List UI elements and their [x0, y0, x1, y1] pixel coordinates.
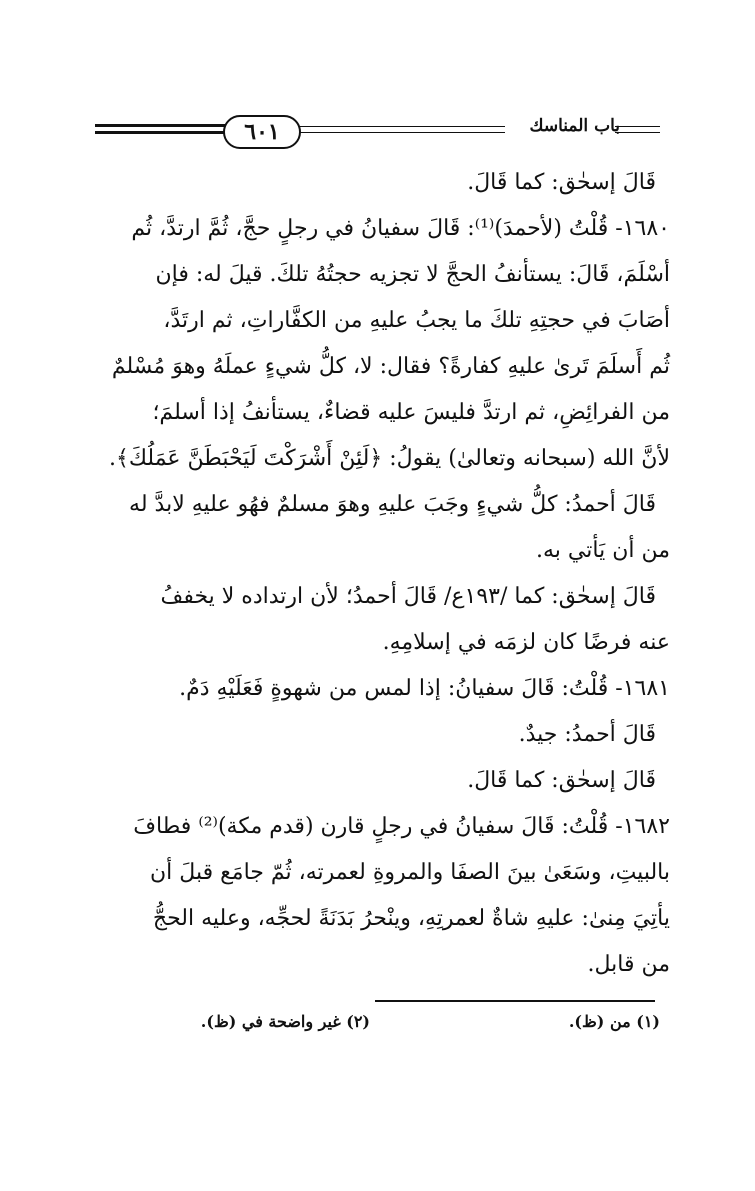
header-rule-right [615, 126, 660, 127]
footnote-1: (١) من (ظ). [568, 1012, 660, 1031]
text-line-12: ١٦٨١- قُلْتُ: قَالَ سفيانُ: إذا لمس من شهوةٍ فَعَلَيْهِ دَمٌ. [179, 676, 670, 701]
main-text [82, 160, 670, 988]
header-rule-left [95, 124, 230, 127]
text-line-10: قَالَ إسحٰق: كما /١٩٣ع/ قَالَ أحمدُ؛ لأن ارتداده لا يخففُ [160, 584, 656, 609]
text-line-9: من أن يَأتي به. [536, 538, 670, 563]
text-line-7: لأنَّ الله (سبحانه وتعالىٰ) يقولُ: ﴿لَئِنْ أَشْرَكْتَ لَيَحْبَطَنَّ عَمَلُكَ﴾. [109, 446, 670, 471]
page-header [95, 110, 660, 150]
text-line-15: ١٦٨٢- قُلْتُ: قَالَ سفيانُ في رجلٍ قارن (قدم مكة)⁽²⁾ فطافَ [133, 814, 670, 839]
text-line-5: ثُم أَسلَمَ تَرىٰ عليهِ كفارةً؟ فقال: لا، كلُّ شيءٍ عملَهُ وهوَ مُسْلمٌ [111, 354, 670, 379]
text-line-17: يأتِيَ مِنىٰ: عليهِ شاةٌ لعمرتِهِ، وينْحرُ بَدَنَةً لحجِّه، وعليه الحجُّ [152, 906, 670, 931]
footnote-rule [375, 1000, 655, 1002]
text-line-11: عنه فرضًا كان لزمَه في إسلامِهِ. [382, 630, 670, 655]
header-rule-right-lower [615, 132, 660, 133]
chapter-title: باب المناسك [529, 116, 620, 136]
text-line-13: قَالَ أحمدُ: جيدٌ. [518, 722, 656, 747]
text-line-4: أصَابَ في حجتِهِ تلكَ ما يجبُ عليهِ من الكفَّاراتِ، ثم ارتَدَّ، [163, 308, 670, 333]
text-line-2: ١٦٨٠- قُلْتُ (لأحمدَ)⁽¹⁾: قَالَ سفيانُ في رجلٍ حجَّ، ثُمَّ ارتدَّ، ثُم [131, 216, 670, 241]
text-line-6: من الفرائِضِ، ثم ارتدَّ فليسَ عليه قضاءٌ، يستأنفُ إذا أسلمَ؛ [152, 400, 670, 425]
header-rule-left-lower [95, 131, 230, 134]
footnote-2: (٢) غير واضحة في (ظ). [200, 1012, 370, 1031]
text-line-8: قَالَ أحمدُ: كلُّ شيءٍ وجَبَ عليهِ وهوَ مسلمٌ فهُو عليهِ لابدَّ له [129, 492, 656, 517]
header-rule-middle [295, 126, 505, 127]
text-line-18: من قابل. [587, 952, 670, 977]
text-line-14: قَالَ إسحٰق: كما قَالَ. [467, 768, 656, 793]
text-line-3: أسْلَمَ، قَالَ: يستأنفُ الحجَّ لا تجزيه حجتُهُ تلكَ. قيلَ له: فإن [155, 262, 670, 287]
text-line-16: بالبيتِ، وسَعَىٰ بينَ الصفَا والمروةِ لعمرته، ثُمّ جامَع قبلَ أن [150, 860, 670, 885]
footnotes [95, 1012, 660, 1042]
page-number: ٦٠١ [223, 115, 301, 149]
text-line-1: قَالَ إسحٰق: كما قَالَ. [467, 170, 656, 195]
header-rule-middle-lower [295, 132, 505, 133]
